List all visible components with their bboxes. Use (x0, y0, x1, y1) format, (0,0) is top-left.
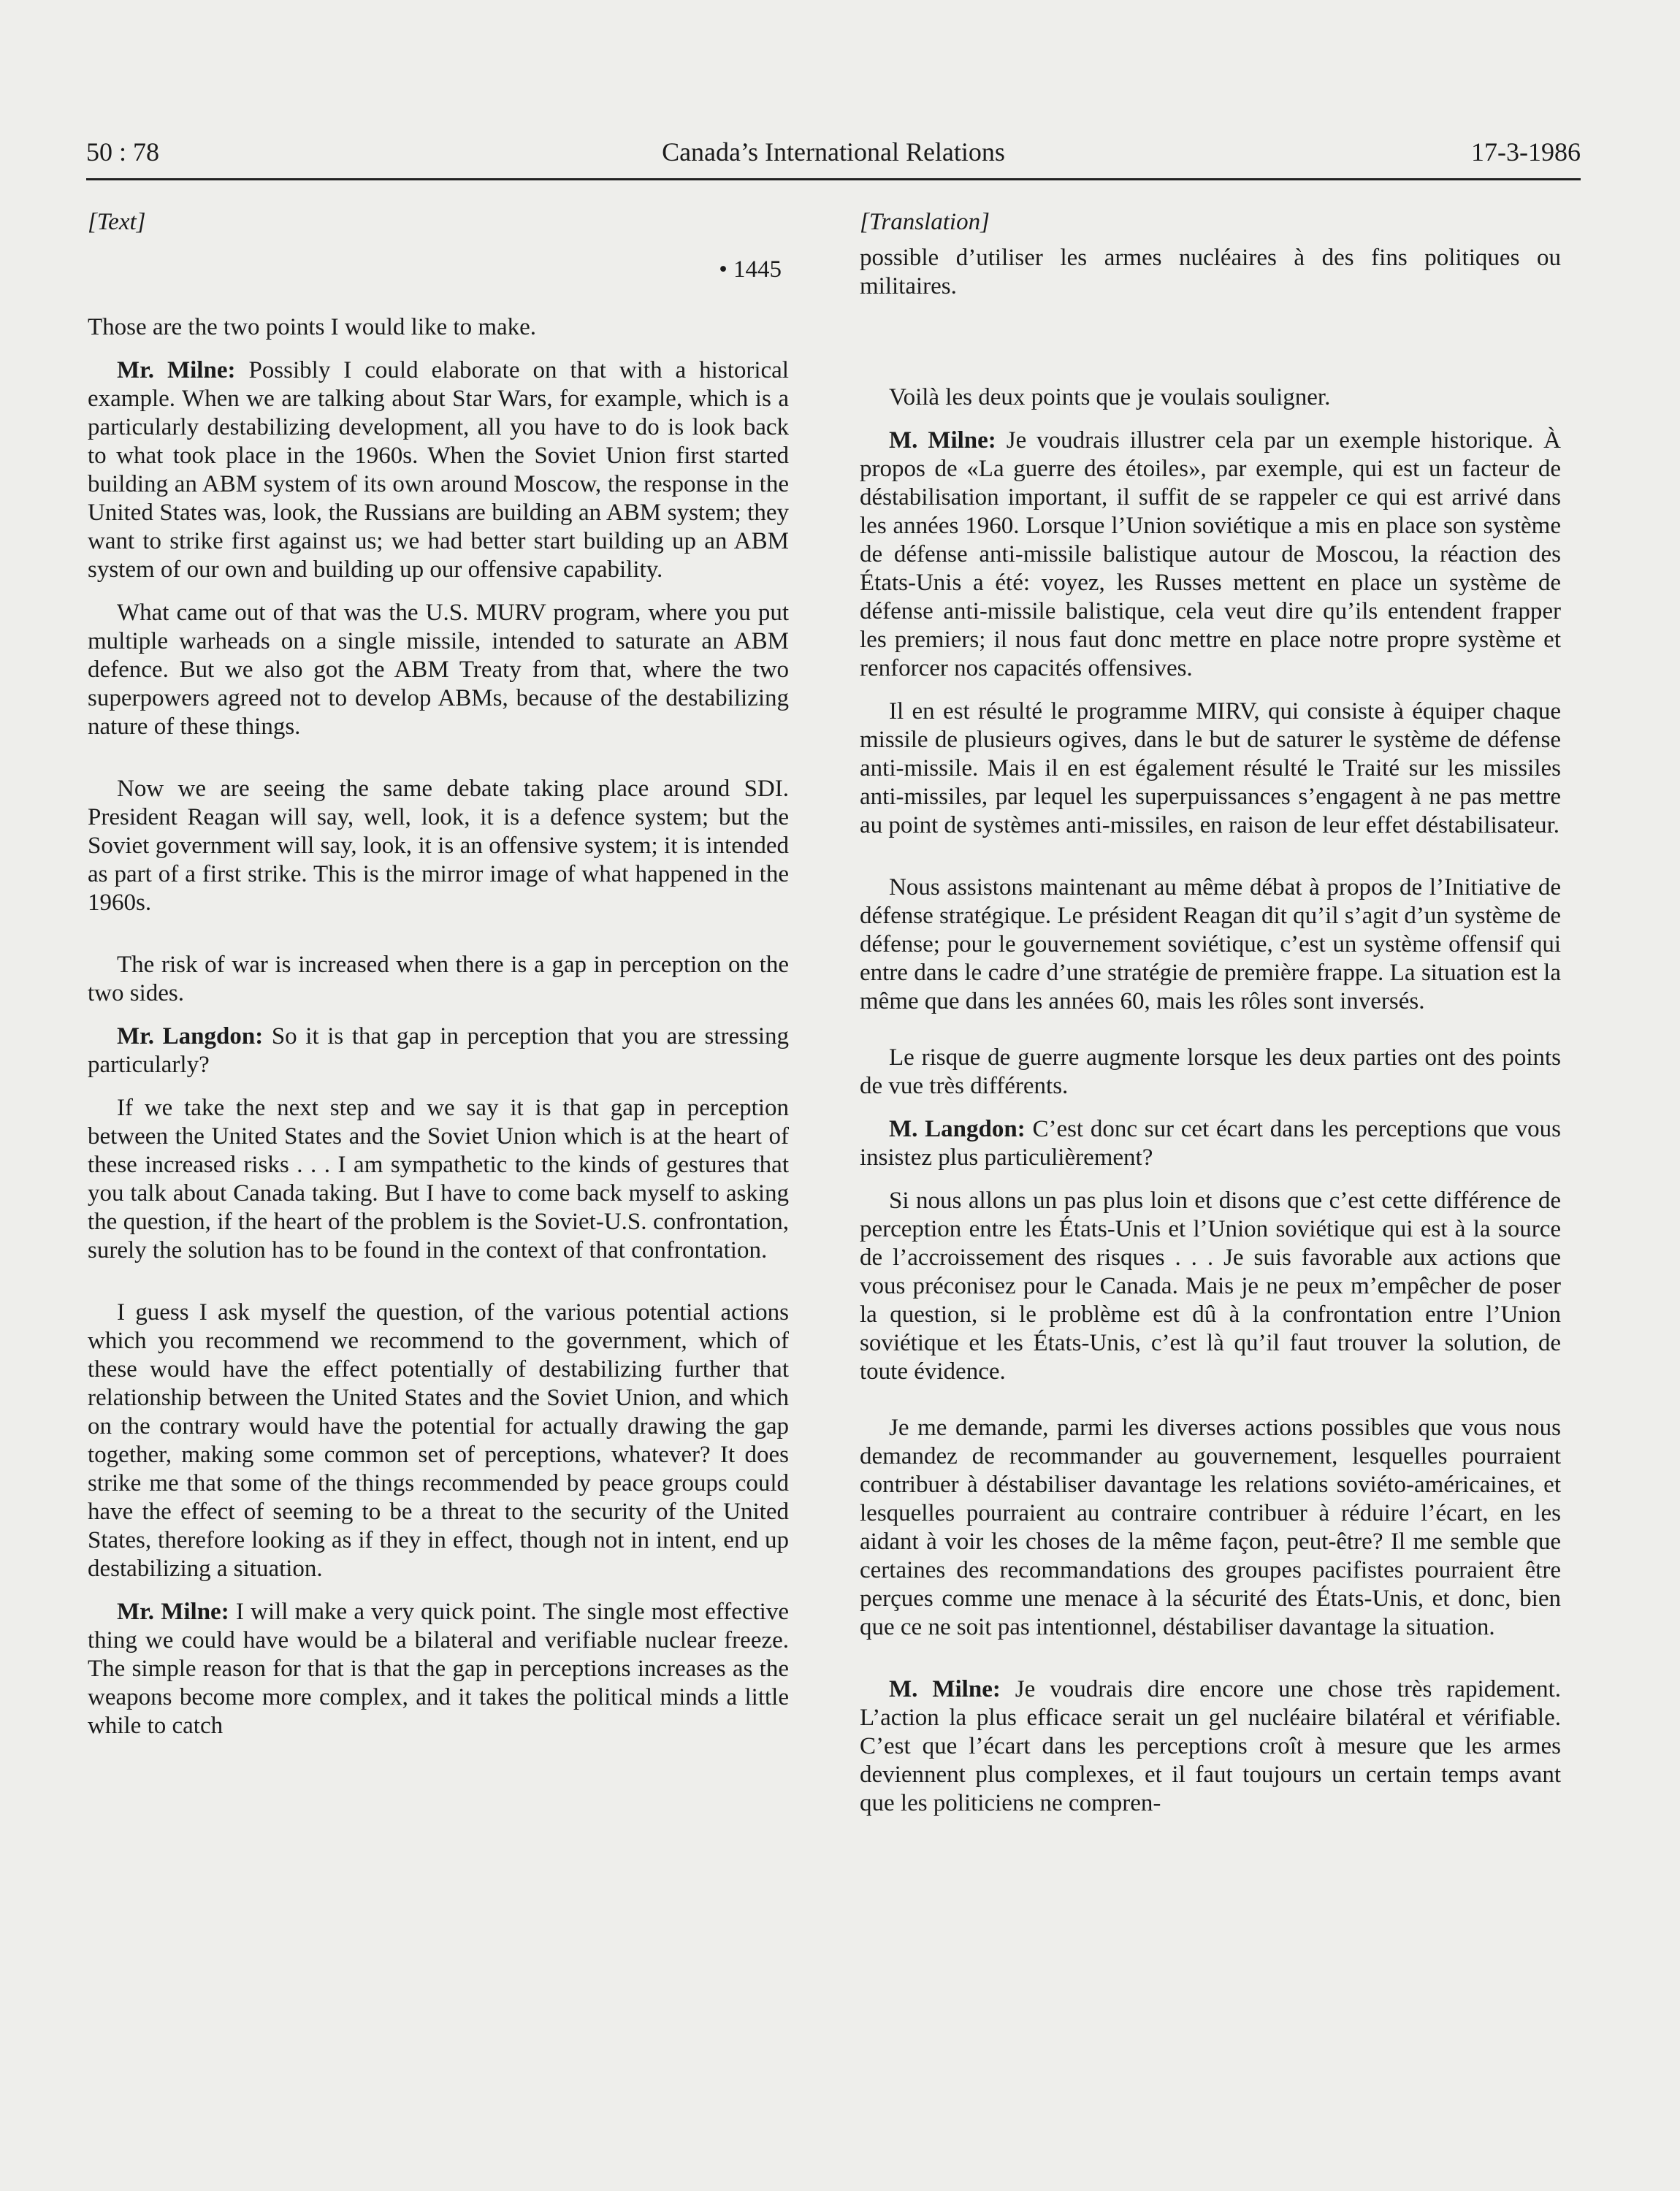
paragraph (860, 697, 1561, 840)
paragraph-text: Je voudrais dire encore une chose très rapidement. L’action la plus efficace serait un gel nucléaire bilatéral et vérifiable. C’est que l’écart dans les perceptions croît à mesure que les armes deviennent plus complexes, et il faut toujours un certain temps avant que les politiciens ne compren- (860, 1676, 1561, 1816)
paragraph-text: What came out of that was the U.S. MURV program, where you put multiple warheads on a single missile, intended to saturate an ABM defence. But we also got the ABM Treaty from that, where the two superpowers agreed not to develop ABMs, because of the destabilizing nature of these things. (88, 600, 789, 740)
speaker-name: Mr. Milne: (117, 357, 236, 383)
paragraph-text: Le risque de guerre augmente lorsque les deux parties ont des points de vue très différents. (860, 1044, 1561, 1099)
paragraph-text: If we take the next step and we say it is that gap in perception between the United States and the Soviet Union which is at the heart of these increased risks . . . I am sympathetic to the kinds of gestures that you talk about Canada taking. But I have to come back myself to asking the question, if the heart of the problem is the Soviet-U.S. confrontation, surely the solution has to be found in the context of that confrontation. (88, 1095, 789, 1263)
paragraph-text: The risk of war is increased when there is a gap in perception on the two sides. (88, 952, 789, 1006)
time-marker: • 1445 (719, 256, 782, 283)
paragraph (88, 1598, 789, 1740)
paragraph (88, 1022, 789, 1079)
paragraph-text: Je me demande, parmi les diverses actions possibles que vous nous demandez de recommander au gouvernement, lesquelles pourraient contribuer à déstabiliser davantage les relations soviéto-américaines, et lesquelles pourraient au contraire contribuer à réduire l’écart, en les aidant à voir les choses de la même façon, peut-être? Il me semble que certaines des recommandations des groupes pacifistes pourraient être perçues comme une menace à la sécurité des États-Unis, et donc, bien que ce ne soit pas intentionnel, déstabiliser davantage la situation. (860, 1415, 1561, 1640)
paragraph-text: Je voudrais illustrer cela par un exemple historique. À propos de «La guerre des étoiles», par exemple, qui est un facteur de déstabilisation important, il suffit de se rappeler ce qui est arrivé dans les années 1960. Lorsque l’Union soviétique a mis en place son système de défense anti-missile balistique autour de Moscou, la réaction des États-Unis a été: voyez, les Russes mettent en place un système de défense anti-missile balistique, cela veut dire qu’ils entendent frapper les premiers; il nous faut donc mettre en place notre propre système et renforcer nos capacités offensives. (860, 427, 1561, 681)
paragraph-text: I guess I ask myself the question, of the various potential actions which you recommend we recommend to the government, which of these would have the effect potentially of destabilizing further that relationship between the United States and the Soviet Union, and which on the contrary would have the potential for actually drawing the gap together, making some common set of perceptions, whatever? It does strike me that some of the things recommended by peace groups could have the effect of seeming to be a threat to the security of the United States, therefore looking as if they in effect, though not in intent, end up destabilizing a situation. (88, 1299, 789, 1582)
column-label-translation: [Translation] (860, 209, 990, 235)
paragraph-text: I will make a very quick point. The single most effective thing we could have would be a bilateral and verifiable nuclear freeze. The simple reason for that is that the gap in perceptions increases as the weapons become more complex, and it takes the political minds a little while to catch (88, 1599, 789, 1739)
paragraph (88, 356, 789, 584)
paragraph (860, 1414, 1561, 1642)
paragraph (860, 1187, 1561, 1386)
speaker-name: M. Langdon: (889, 1116, 1026, 1142)
paragraph (88, 599, 789, 741)
paragraph-text: Those are the two points I would like to make. (88, 314, 537, 340)
paragraph-text: Voilà les deux points que je voulais souligner. (889, 384, 1331, 410)
paragraph (860, 244, 1561, 301)
paragraph-text: Il en est résulté le programme MIRV, qui consiste à équiper chaque missile de plusieurs ogives, dans le but de saturer le système de défense anti-missile. Mais il en est également résulté le Traité sur les missiles anti-missiles, par lequel les superpuissances s’engagent à ne pas mettre au point de systèmes anti-missiles, en raison de leur effet déstabilisateur. (860, 698, 1561, 838)
paragraph (860, 1115, 1561, 1172)
paragraph-text: Possibly I could elaborate on that with a historical example. When we are talking about Star Wars, for example, which is a particularly destabilizing development, all you have to do is look back to what took place in the 1960s. When the Soviet Union first started building an ABM system of its own around Moscow, the response in the United States was, look, the Russians are building an ABM system; they want to strike first against us; we had better start building up an ABM system of our own and building up our offensive capability. (88, 357, 789, 583)
paragraph-text: So it is that gap in perception that you are stressing particularly? (88, 1023, 789, 1078)
speaker-name: Mr. Milne: (117, 1599, 229, 1625)
paragraph (88, 313, 789, 342)
paragraph (860, 1675, 1561, 1818)
paragraph-text: possible d’utiliser les armes nucléaires à des fins politiques ou militaires. (860, 245, 1561, 299)
paragraph (88, 1299, 789, 1583)
publication-title: Canada’s International Relations (662, 137, 1005, 167)
speaker-name: Mr. Langdon: (117, 1023, 264, 1049)
speaker-name: M. Milne: (889, 427, 996, 454)
paragraph (860, 1044, 1561, 1101)
paragraph (860, 383, 1561, 412)
paragraph-text: Si nous allons un pas plus loin et disons que c’est cette différence de perception entre les États-Unis et l’Union soviétique qui est à la source de l’accroissement des risques . . . Je suis favorable aux actions que vous préconisez pour le Canada. Mais je ne peux m’empêcher de poser la question, si le problème est dû à la confrontation entre l’Union soviétique et les États-Unis, c’est là qu’il faut trouver la solution, de toute évidence. (860, 1188, 1561, 1385)
paragraph (860, 873, 1561, 1016)
paragraph (860, 427, 1561, 683)
paragraph (88, 775, 789, 917)
page-header (86, 133, 1581, 180)
paragraph (88, 951, 789, 1008)
paragraph-text: Now we are seeing the same debate taking place around SDI. President Reagan will say, well, look, it is a defence system; but the Soviet government will say, look, it is an offensive system; it is intended as part of a first strike. This is the mirror image of what happened in the 1960s. (88, 776, 789, 916)
paragraph (88, 1094, 789, 1265)
column-label-text: [Text] (88, 209, 146, 235)
english-column (88, 208, 789, 1740)
speaker-name: M. Milne: (889, 1676, 1001, 1702)
french-column (860, 208, 1561, 1818)
paragraph-text: C’est donc sur cet écart dans les perceptions que vous insistez plus particulièrement? (860, 1116, 1561, 1171)
paragraph-text: Nous assistons maintenant au même débat à propos de l’Initiative de défense stratégique. Le président Reagan dit qu’il s’agit d’un système de défense; pour le gouvernement soviétique, c’est un système offensif qui entre dans le cadre d’une stratégie de première frappe. La situation est la même que dans les années 60, mais les rôles sont inversés. (860, 874, 1561, 1014)
page-number: 50 : 78 (86, 137, 160, 167)
page-date: 17-3-1986 (1471, 137, 1581, 167)
